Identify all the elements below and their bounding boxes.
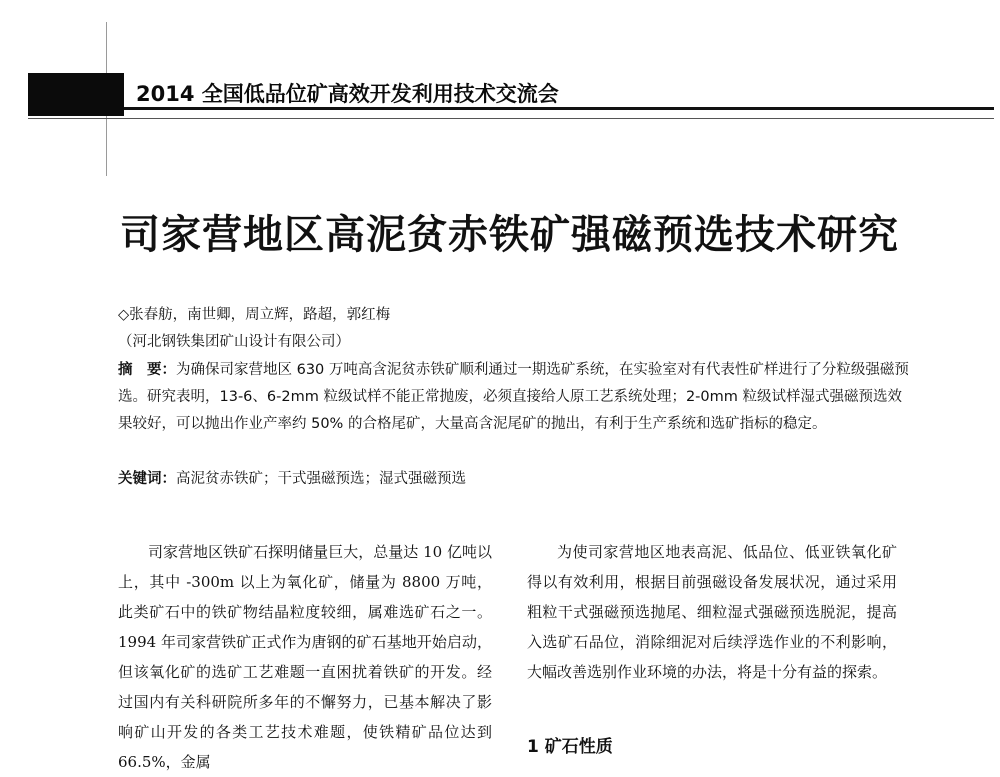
keywords-text: 高泥贫赤铁矿；干式强磁预选；湿式强磁预选 <box>176 471 466 487</box>
paper-affiliation: （河北钢铁集团矿山设计有限公司） <box>118 334 350 350</box>
section-heading: 1 矿石性质 <box>527 737 613 757</box>
header-black-block <box>28 73 124 116</box>
header-rule-thin <box>28 118 994 119</box>
body-paragraph-left: 司家营地区铁矿石探明储量巨大，总量达 10 亿吨以上，其中 -300m 以上为氧化矿，储量为 8800 万吨，此类矿石中的铁矿物结晶粒度较细，属难选矿石之一。1994 年司家营铁矿正式作为唐钢的矿石基地开始启动，但该氧化矿的选矿工艺难题一直困扰着铁矿的开发。经过国内有关科研院所多年的不懈努力，已基本解决了影响矿山开发的各类工艺技术难题，使铁精矿品位达到 66.5%，金属 <box>118 543 492 771</box>
paper-authors: ◇张春舫，南世卿，周立辉，路超，郭红梅 <box>118 307 391 323</box>
header-vertical-line-top <box>106 22 107 73</box>
keywords-label: 关键词： <box>118 471 176 487</box>
keywords <box>118 467 466 488</box>
body-column-left <box>118 537 492 777</box>
body-paragraph-right: 为使司家营地区地表高泥、低品位、低亚铁氧化矿得以有效利用，根据目前强磁设备发展状况，通过采用粗粒干式强磁预选抛尾、细粒湿式强磁预选脱泥，提高入选矿石品位，消除细泥对后续浮选作业的不利影响，大幅改善选别作业环境的办法，将是十分有益的探索。 <box>527 543 897 681</box>
abstract-label: 摘 要： <box>118 362 176 378</box>
conference-title: 2014 全国低品位矿高效开发利用技术交流会 <box>136 82 559 106</box>
body-column-right <box>527 537 897 687</box>
abstract-text: 为确保司家营地区 630 万吨高含泥贫赤铁矿顺利通过一期选矿系统，在实验室对有代表性矿样进行了分粒级强磁预选。研究表明，13-6、6-2mm 粒级试样不能正常抛废，必须直接给人原工艺系统处理；2-0mm 粒级试样湿式强磁预选效果较好，可以抛出作业产率约 50% 的合格尾矿，大量高含泥尾矿的抛出，有利于生产系统和选矿指标的稳定。 <box>118 362 909 432</box>
paper-title: 司家营地区高泥贫赤铁矿强磁预选技术研究 <box>120 212 899 258</box>
header-rule-thick <box>124 107 994 110</box>
abstract <box>118 357 910 438</box>
header-vertical-line-bottom <box>106 116 107 176</box>
